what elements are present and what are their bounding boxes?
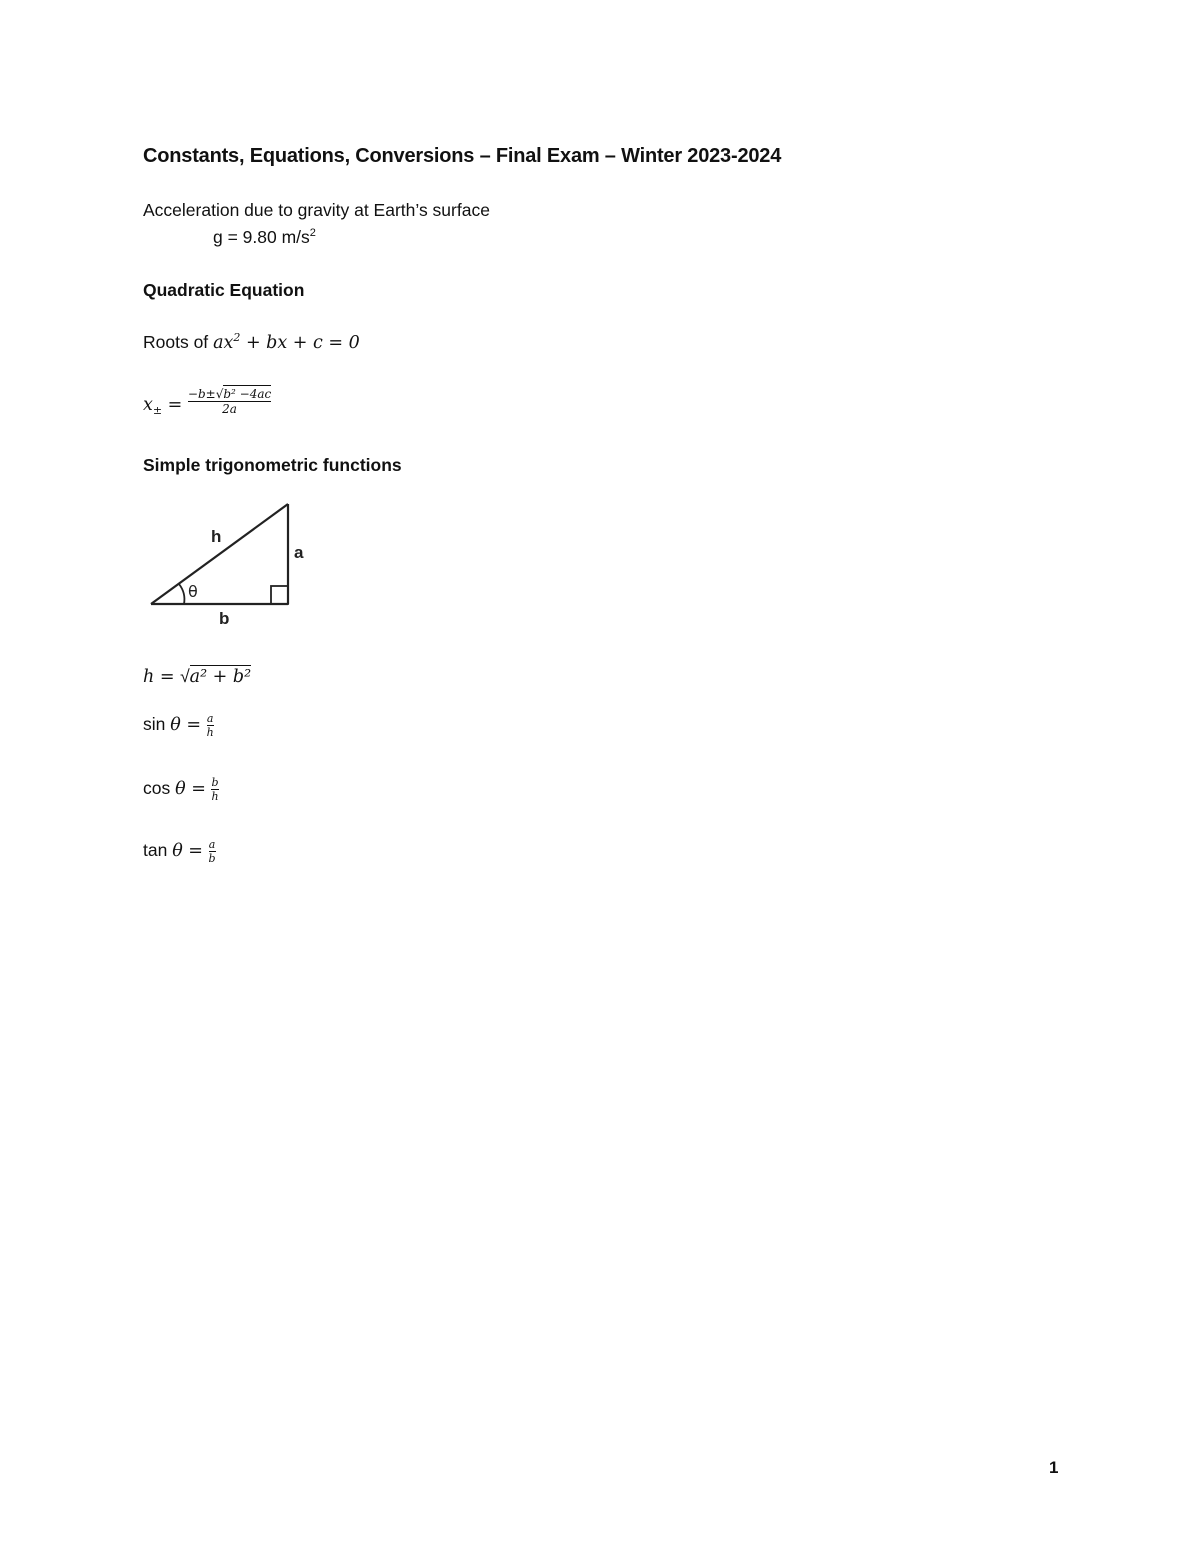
formula-numerator: −b±√b² −4ac [187,387,272,401]
cos-fraction [211,776,218,803]
cos-var: θ = [175,779,212,800]
gravity-lhs: g = 9.80 m/s [213,227,310,247]
cos-num: b [211,776,219,789]
formula-eq: = [162,395,188,415]
sin-var: θ = [170,715,207,736]
page-number: 1 [1049,1458,1059,1477]
quadratic-formula [143,385,271,416]
page-title: Constants, Equations, Conversions – Final Exam – Winter 2023-2024 [143,145,782,167]
tan-fn: tan [143,840,168,861]
sin-den: h [206,726,214,739]
tan-fraction [209,838,216,865]
roots-prefix: Roots of [143,332,209,352]
label-a: a [294,543,304,562]
formula-lhs [143,395,188,415]
sin-num: a [206,712,214,725]
quadratic-heading: Quadratic Equation [143,280,305,300]
tan-formula [143,838,216,865]
sin-fn: sin [143,714,166,735]
gravity-label: Acceleration due to gravity at Earth’s surface [143,200,490,220]
formula-x: x [143,395,153,415]
sin-fraction [207,712,214,739]
roots-equation [213,333,360,353]
gravity-value [213,227,316,248]
hyp-radicand: a² + b² [189,667,252,687]
numerator-radicand: b² −4ac [223,387,272,401]
label-b: b [219,609,230,628]
formula-sub: ± [152,404,163,417]
formula-denominator: 2a [222,402,237,416]
cos-formula [143,776,219,803]
eq-ax: ax [213,333,234,353]
label-h: h [211,527,222,546]
quadratic-roots-line [143,332,360,353]
cos-fn: cos [143,778,171,799]
tan-den: b [208,852,216,865]
gravity-exponent: 2 [309,227,316,239]
numerator-pre: −b± [187,387,216,401]
label-theta: θ [188,582,198,601]
right-angle-marker [271,586,288,604]
hyp-lhs: h = [143,667,181,687]
angle-arc [179,584,184,604]
formula-fraction [188,385,271,416]
trig-heading: Simple trigonometric functions [143,455,402,475]
hypotenuse-formula: h = √a² + b² [143,666,252,687]
cos-den: h [211,790,219,803]
tan-var: θ = [172,841,209,862]
right-triangle-diagram [140,495,330,635]
eq-rest: + bx + c = 0 [240,333,360,353]
eq-exp: 2 [233,331,241,344]
tan-num: a [208,838,216,851]
hypotenuse-line [151,504,288,604]
sin-formula [143,712,214,739]
